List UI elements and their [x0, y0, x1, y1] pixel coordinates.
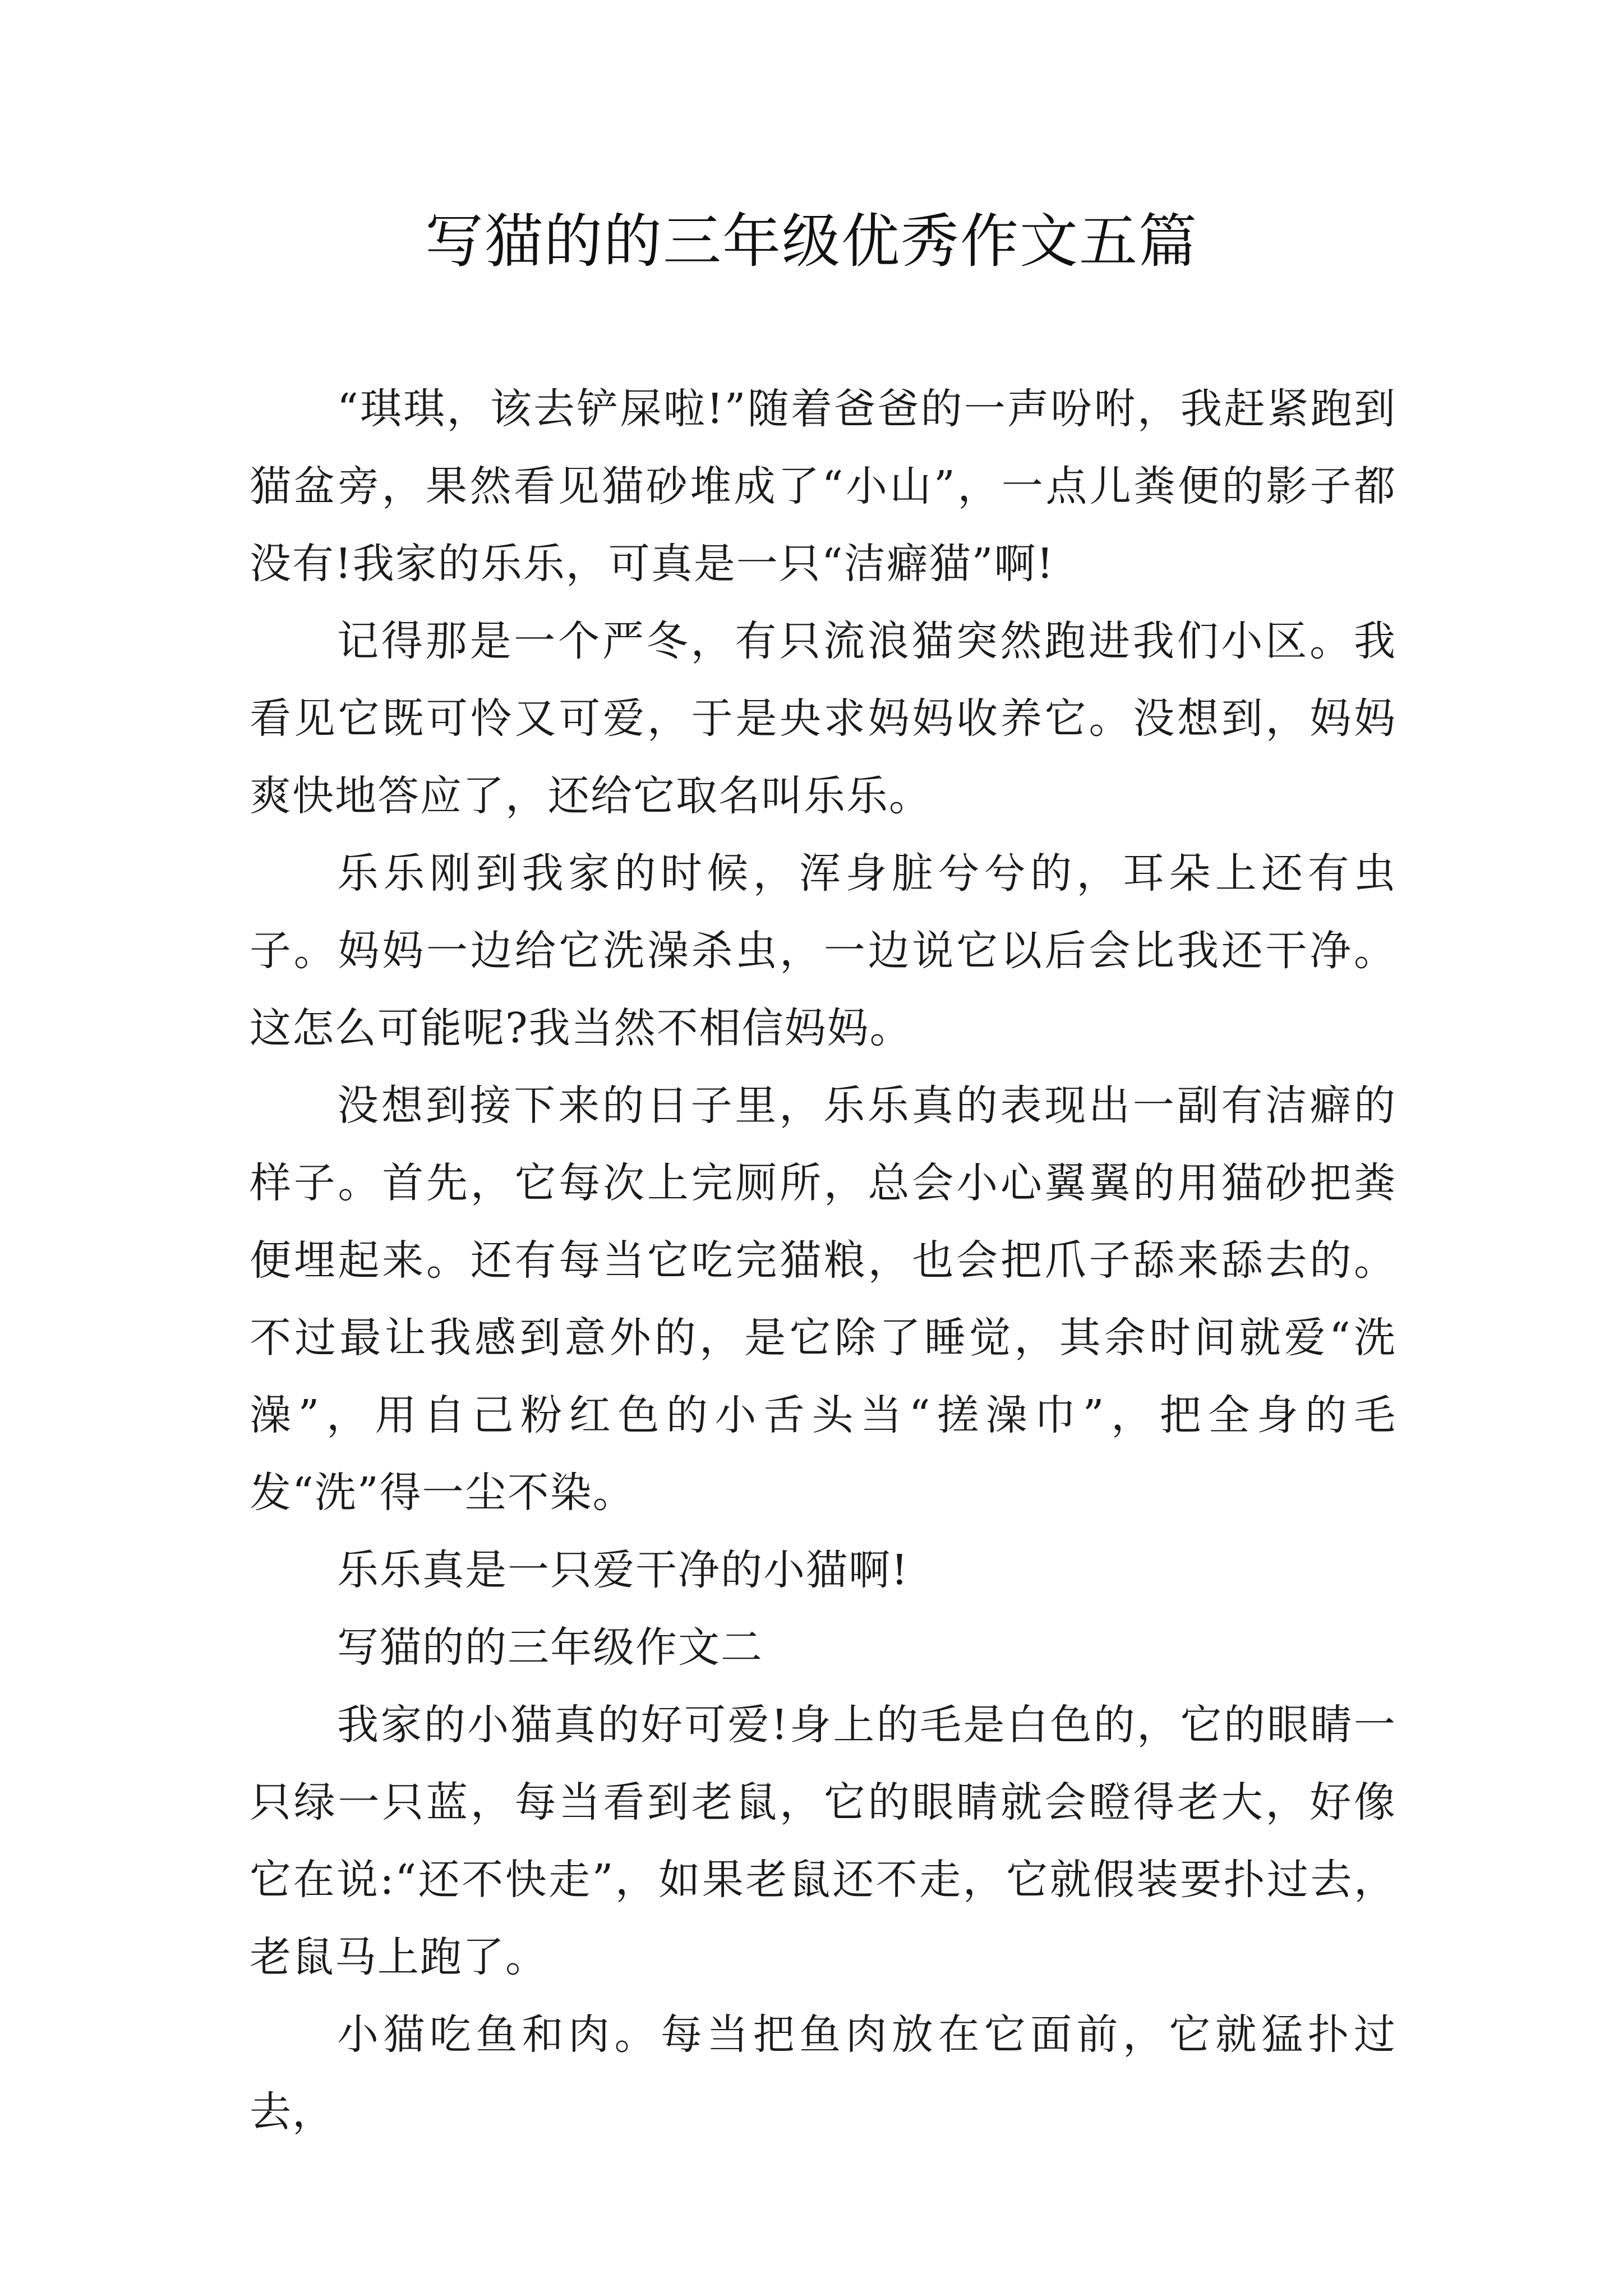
document-body [250, 370, 1396, 2151]
document-title: 写猫的的三年级优秀作文五篇 [425, 207, 1198, 275]
paragraph-1: “琪琪，该去铲屎啦!”随着爸爸的一声吩咐，我赶紧跑到猫盆旁，果然看见猫砂堆成了“小山”，一点儿粪便的影子都没有!我家的乐乐，可真是一只“洁癖猫”啊! [250, 385, 1396, 588]
paragraph-2: 记得那是一个严冬，有只流浪猫突然跑进我们小区。我看见它既可怜又可爱，于是央求妈妈收养它。没想到，妈妈爽快地答应了，还给它取名叫乐乐。 [250, 617, 1396, 820]
paragraph-7: 小猫吃鱼和肉。每当把鱼肉放在它面前，它就猛扑过去， [250, 2010, 1396, 2136]
paragraph-4: 没想到接下来的日子里，乐乐真的表现出一副有洁癖的样子。首先，它每次上完厕所，总会小心翼翼的用猫砂把粪便埋起来。还有每当它吃完猫粮，也会把爪子舔来舔去的。不过最让我感到意外的，是它除了睡觉，其余时间就爱“洗澡”，用自己粉红色的小舌头当“搓澡巾”，把全身的毛发“洗”得一尘不染。 [250, 1082, 1396, 1517]
paragraph-6: 我家的小猫真的好可爱!身上的毛是白色的，它的眼睛一只绿一只蓝，每当看到老鼠，它的眼睛就会瞪得老大，好像它在说:“还不快走”，如果老鼠还不走，它就假装要扑过去，老鼠马上跑了。 [250, 1701, 1396, 1981]
paragraph-3: 乐乐刚到我家的时候，浑身脏兮兮的，耳朵上还有虫子。妈妈一边给它洗澡杀虫，一边说它以后会比我还干净。这怎么可能呢?我当然不相信妈妈。 [250, 849, 1396, 1052]
section-heading-essay-2: 写猫的的三年级作文二 [337, 1623, 763, 1672]
paragraph-5: 乐乐真是一只爱干净的小猫啊! [337, 1546, 909, 1594]
